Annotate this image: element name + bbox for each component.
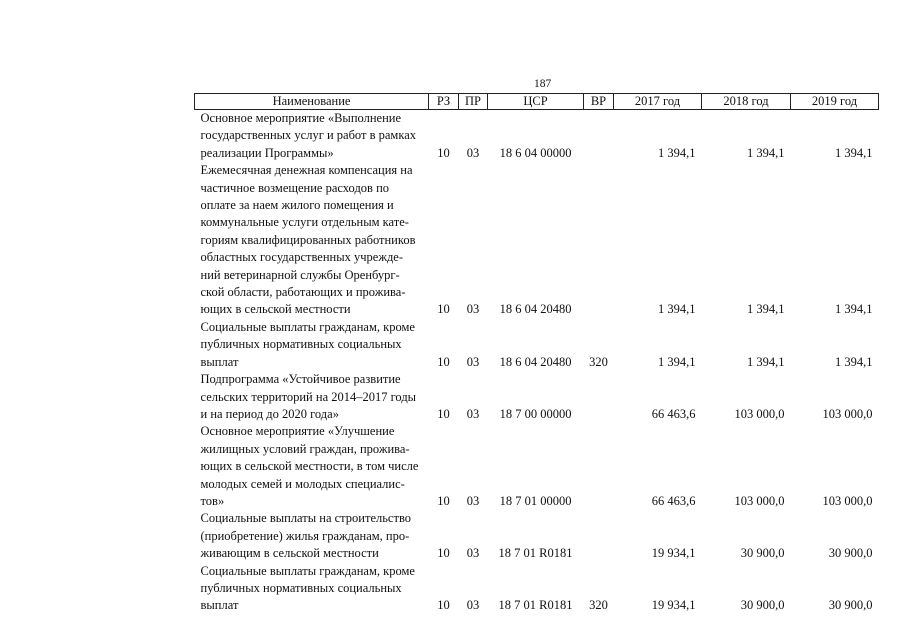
row-vr bbox=[584, 110, 614, 163]
row-csr: 18 7 00 00000 bbox=[499, 406, 572, 421]
row-2018: 30 900,0 bbox=[740, 546, 785, 561]
table-row bbox=[195, 162, 879, 319]
row-rz: 10 bbox=[437, 406, 450, 421]
column-header-rz: РЗ bbox=[429, 94, 459, 110]
row-2019: 30 900,0 bbox=[828, 598, 873, 613]
table-row bbox=[195, 371, 879, 423]
row-2017: 19 934,1 bbox=[651, 598, 696, 613]
row-vr bbox=[584, 371, 614, 423]
row-2018: 30 900,0 bbox=[740, 598, 785, 613]
row-name: Основное мероприятие «Улучшение жилищных условий граждан, прожива- ющих в сельской местности, в том числе молодых семей и молодых специалис- тов» bbox=[200, 424, 419, 508]
row-rz: 10 bbox=[437, 493, 450, 508]
column-header-name: Наименование bbox=[195, 94, 429, 110]
column-header-2019: 2019 год bbox=[791, 94, 879, 110]
row-2019: 1 394,1 bbox=[835, 354, 873, 369]
column-header-vr: ВР bbox=[584, 94, 614, 110]
row-2018: 1 394,1 bbox=[747, 302, 785, 317]
row-pr: 03 bbox=[466, 493, 480, 508]
row-csr: 18 7 01 R0181 bbox=[498, 598, 573, 613]
row-rz: 10 bbox=[437, 598, 450, 613]
table-row bbox=[195, 563, 879, 615]
row-pr: 03 bbox=[466, 354, 480, 369]
row-pr: 03 bbox=[466, 302, 480, 317]
row-2018: 103 000,0 bbox=[734, 493, 785, 508]
table-header-row bbox=[195, 94, 879, 110]
row-rz: 10 bbox=[437, 145, 450, 160]
row-2017: 1 394,1 bbox=[658, 145, 696, 160]
row-name: Социальные выплаты гражданам, кроме публичных нормативных социальных выплат bbox=[200, 563, 415, 613]
table-row bbox=[195, 423, 879, 510]
row-2018: 1 394,1 bbox=[747, 145, 785, 160]
row-2019: 103 000,0 bbox=[822, 493, 873, 508]
row-name: Социальные выплаты на строительство (приобретение) жилья гражданам, про- живающим в сельской местности bbox=[200, 511, 412, 561]
column-header-2017: 2017 год bbox=[614, 94, 702, 110]
row-pr: 03 bbox=[466, 546, 480, 561]
row-2018: 103 000,0 bbox=[734, 406, 785, 421]
row-csr: 18 6 04 00000 bbox=[499, 145, 572, 160]
row-name: Подпрограмма «Устойчивое развитие сельских территорий на 2014–2017 годы и на период до 2020 года» bbox=[200, 372, 417, 421]
column-header-pr: ПР bbox=[459, 94, 488, 110]
column-header-2018: 2018 год bbox=[702, 94, 791, 110]
row-vr: 320 bbox=[589, 354, 608, 369]
row-vr bbox=[584, 162, 614, 319]
row-rz: 10 bbox=[437, 354, 450, 369]
row-pr: 03 bbox=[466, 598, 480, 613]
table-row bbox=[195, 110, 879, 163]
row-2017: 66 463,6 bbox=[651, 493, 696, 508]
row-pr: 03 bbox=[466, 145, 480, 160]
row-csr: 18 7 01 00000 bbox=[499, 493, 572, 508]
row-2018: 1 394,1 bbox=[747, 354, 785, 369]
row-rz: 10 bbox=[437, 546, 450, 561]
row-2019: 103 000,0 bbox=[822, 406, 873, 421]
row-csr: 18 7 01 R0181 bbox=[498, 546, 573, 561]
table-row bbox=[195, 510, 879, 562]
column-header-csr: ЦСР bbox=[488, 94, 584, 110]
row-2019: 1 394,1 bbox=[835, 145, 873, 160]
page-number: 187 bbox=[534, 78, 552, 90]
row-name: Основное мероприятие «Выполнение государственных услуг и работ в рамках реализации Программы» bbox=[200, 111, 417, 160]
budget-table bbox=[194, 93, 879, 615]
row-2017: 19 934,1 bbox=[651, 546, 696, 561]
table-row bbox=[195, 319, 879, 371]
row-2019: 1 394,1 bbox=[835, 302, 873, 317]
row-vr bbox=[584, 510, 614, 562]
row-2017: 66 463,6 bbox=[651, 406, 696, 421]
row-name: Социальные выплаты гражданам, кроме публичных нормативных социальных выплат bbox=[200, 319, 415, 369]
row-pr: 03 bbox=[466, 406, 480, 421]
row-rz: 10 bbox=[437, 302, 450, 317]
row-vr: 320 bbox=[589, 598, 608, 613]
row-2019: 30 900,0 bbox=[828, 546, 873, 561]
row-csr: 18 6 04 20480 bbox=[499, 302, 572, 317]
row-name: Ежемесячная денежная компенсация на частичное возмещение расходов по оплате за наем жилого помещения и коммунальные услуги отдельным кате- гориям квалифицированных работников областных государственных учрежде- ний ветеринарной службы Оренбург- ской области, работающих и прожива- ющих в сельской местности bbox=[200, 163, 416, 317]
row-2017: 1 394,1 bbox=[658, 354, 696, 369]
row-csr: 18 6 04 20480 bbox=[499, 354, 572, 369]
row-2017: 1 394,1 bbox=[658, 302, 696, 317]
row-vr bbox=[584, 423, 614, 510]
